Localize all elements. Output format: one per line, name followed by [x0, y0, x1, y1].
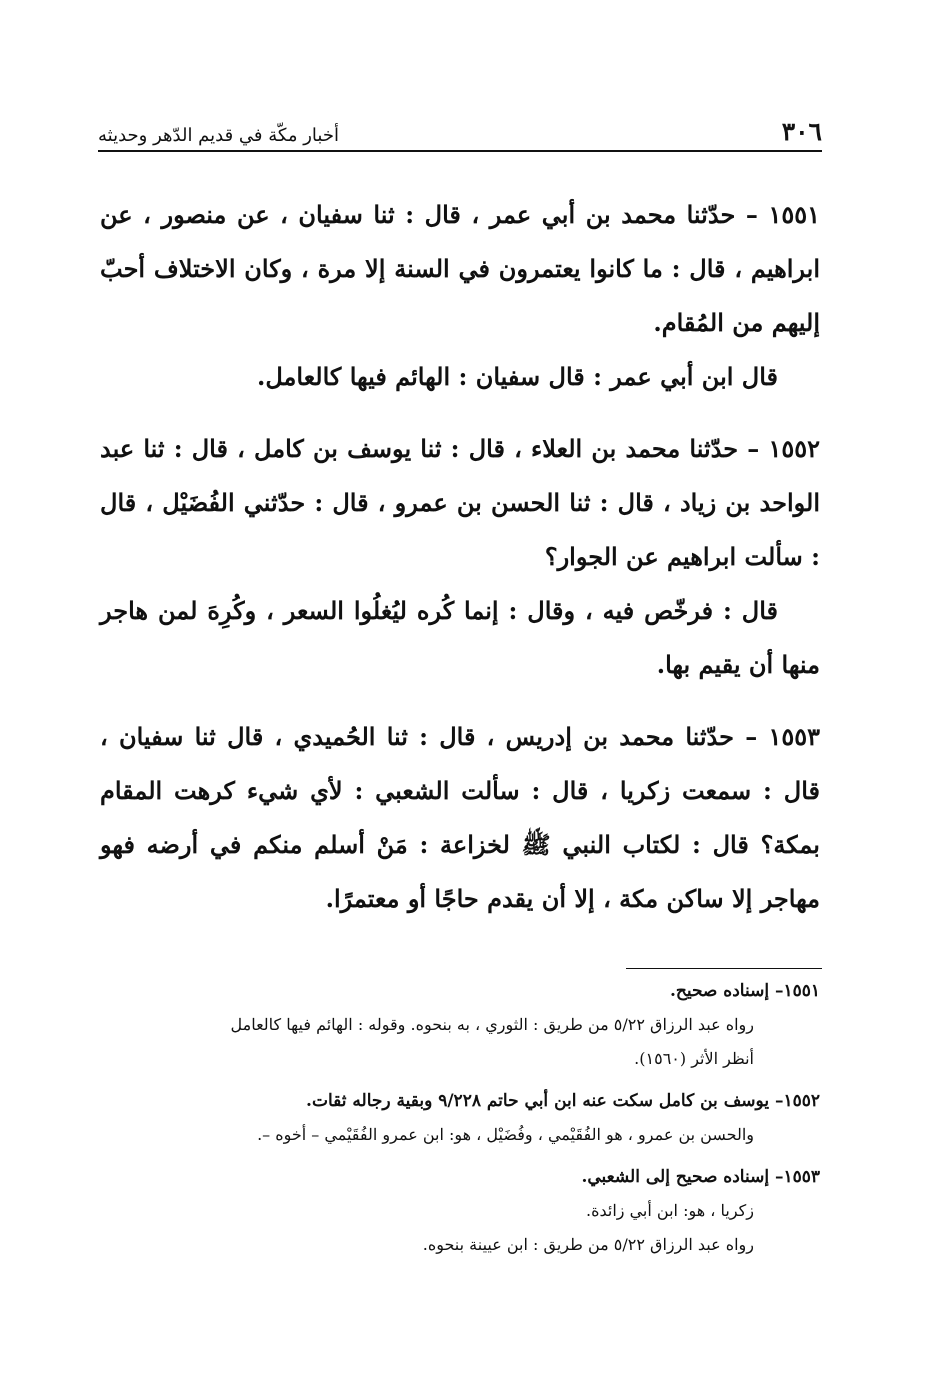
footnote-rule	[626, 968, 822, 969]
hadith-1553-text: ١٥٥٣ – حدّثنا محمد بن إدريس ، قال : ثنا الحُميدي ، قال ثنا سفيان ، قال : سمعت زكريا ، قال : سألت الشعبي : لأي شيء كرهت المقام بمكة؟ قال : لكتاب النبي ﷺ لخزاعة : مَنْ أسلم منكم في أرضه فهو مهاجر إلا ساكن مكة ، إلا أن يقدم حاجًا أو معتمرًا.	[100, 722, 820, 913]
hadith-1551-comment: قال ابن أبي عمر : قال سفيان : الهائم فيها كالعامل.	[257, 362, 778, 391]
hadith-1551	[100, 188, 820, 404]
footnote-1551-line: رواه عبد الرزاق ٥/٢٢ من طريق : الثوري ، به بنحوه. وقوله : الهائم فيها كالعامل	[230, 1015, 754, 1034]
hadith-1552-text: ١٥٥٢ – حدّثنا محمد بن العلاء ، قال : ثنا يوسف بن كامل ، قال : ثنا عبد الواحد بن زياد ، قال : ثنا الحسن بن عمرو ، قال : حدّثني الفُضَيْل ، قال : سألت ابراهيم عن الجوار؟	[100, 434, 820, 571]
page-number: ٣٠٦	[781, 117, 822, 146]
footnote-1551-head: ١٥٥١– إسناده صحيح.	[669, 981, 820, 1001]
footnote-1552-head: ١٥٥٢– يوسف بن كامل سكت عنه ابن أبي حاتم ٩/٢٢٨ وبقية رجاله ثقات.	[306, 1091, 820, 1111]
footnotes	[100, 974, 820, 1262]
hadith-1552	[100, 422, 820, 692]
running-title: أخبار مكّة في قديم الدّهر وحديثه	[98, 125, 339, 146]
footnote-1552-line: والحسن بن عمرو ، هو الفُقَيْمي ، وفُضَيْل ، هو: ابن عمرو الفُقَيْمي – أخوه –.	[257, 1125, 754, 1144]
header-rule	[98, 150, 822, 152]
footnote-1551-line: أنظر الأثر (١٥٦٠).	[634, 1049, 754, 1068]
footnote-1553-line: زكريا ، هو: ابن أبي زائدة.	[586, 1201, 754, 1220]
footnote-1551	[100, 974, 820, 1076]
footnote-1552	[100, 1084, 820, 1152]
hadith-1553	[100, 710, 820, 926]
page-header	[98, 110, 822, 146]
footnote-1553-head: ١٥٥٣– إسناده صحيح إلى الشعبي.	[581, 1167, 820, 1187]
hadith-1552-answer: قال : فرخّص فيه ، وقال : إنما كُره ليُغلُوا السعر ، وكُرِهَ لمن هاجر منها أن يقيم بها.	[100, 596, 820, 679]
main-text	[100, 188, 820, 926]
footnote-1553-line: رواه عبد الرزاق ٥/٢٢ من طريق : ابن عيينة بنحوه.	[422, 1235, 754, 1254]
hadith-1551-text: ١٥٥١ – حدّثنا محمد بن أبي عمر ، قال : ثنا سفيان ، عن منصور ، عن ابراهيم ، قال : ما كانوا يعتمرون في السنة إلا مرة ، وكان الاختلاف أحبّ إليهم من المُقام.	[100, 200, 820, 337]
footnote-1553	[100, 1160, 820, 1262]
